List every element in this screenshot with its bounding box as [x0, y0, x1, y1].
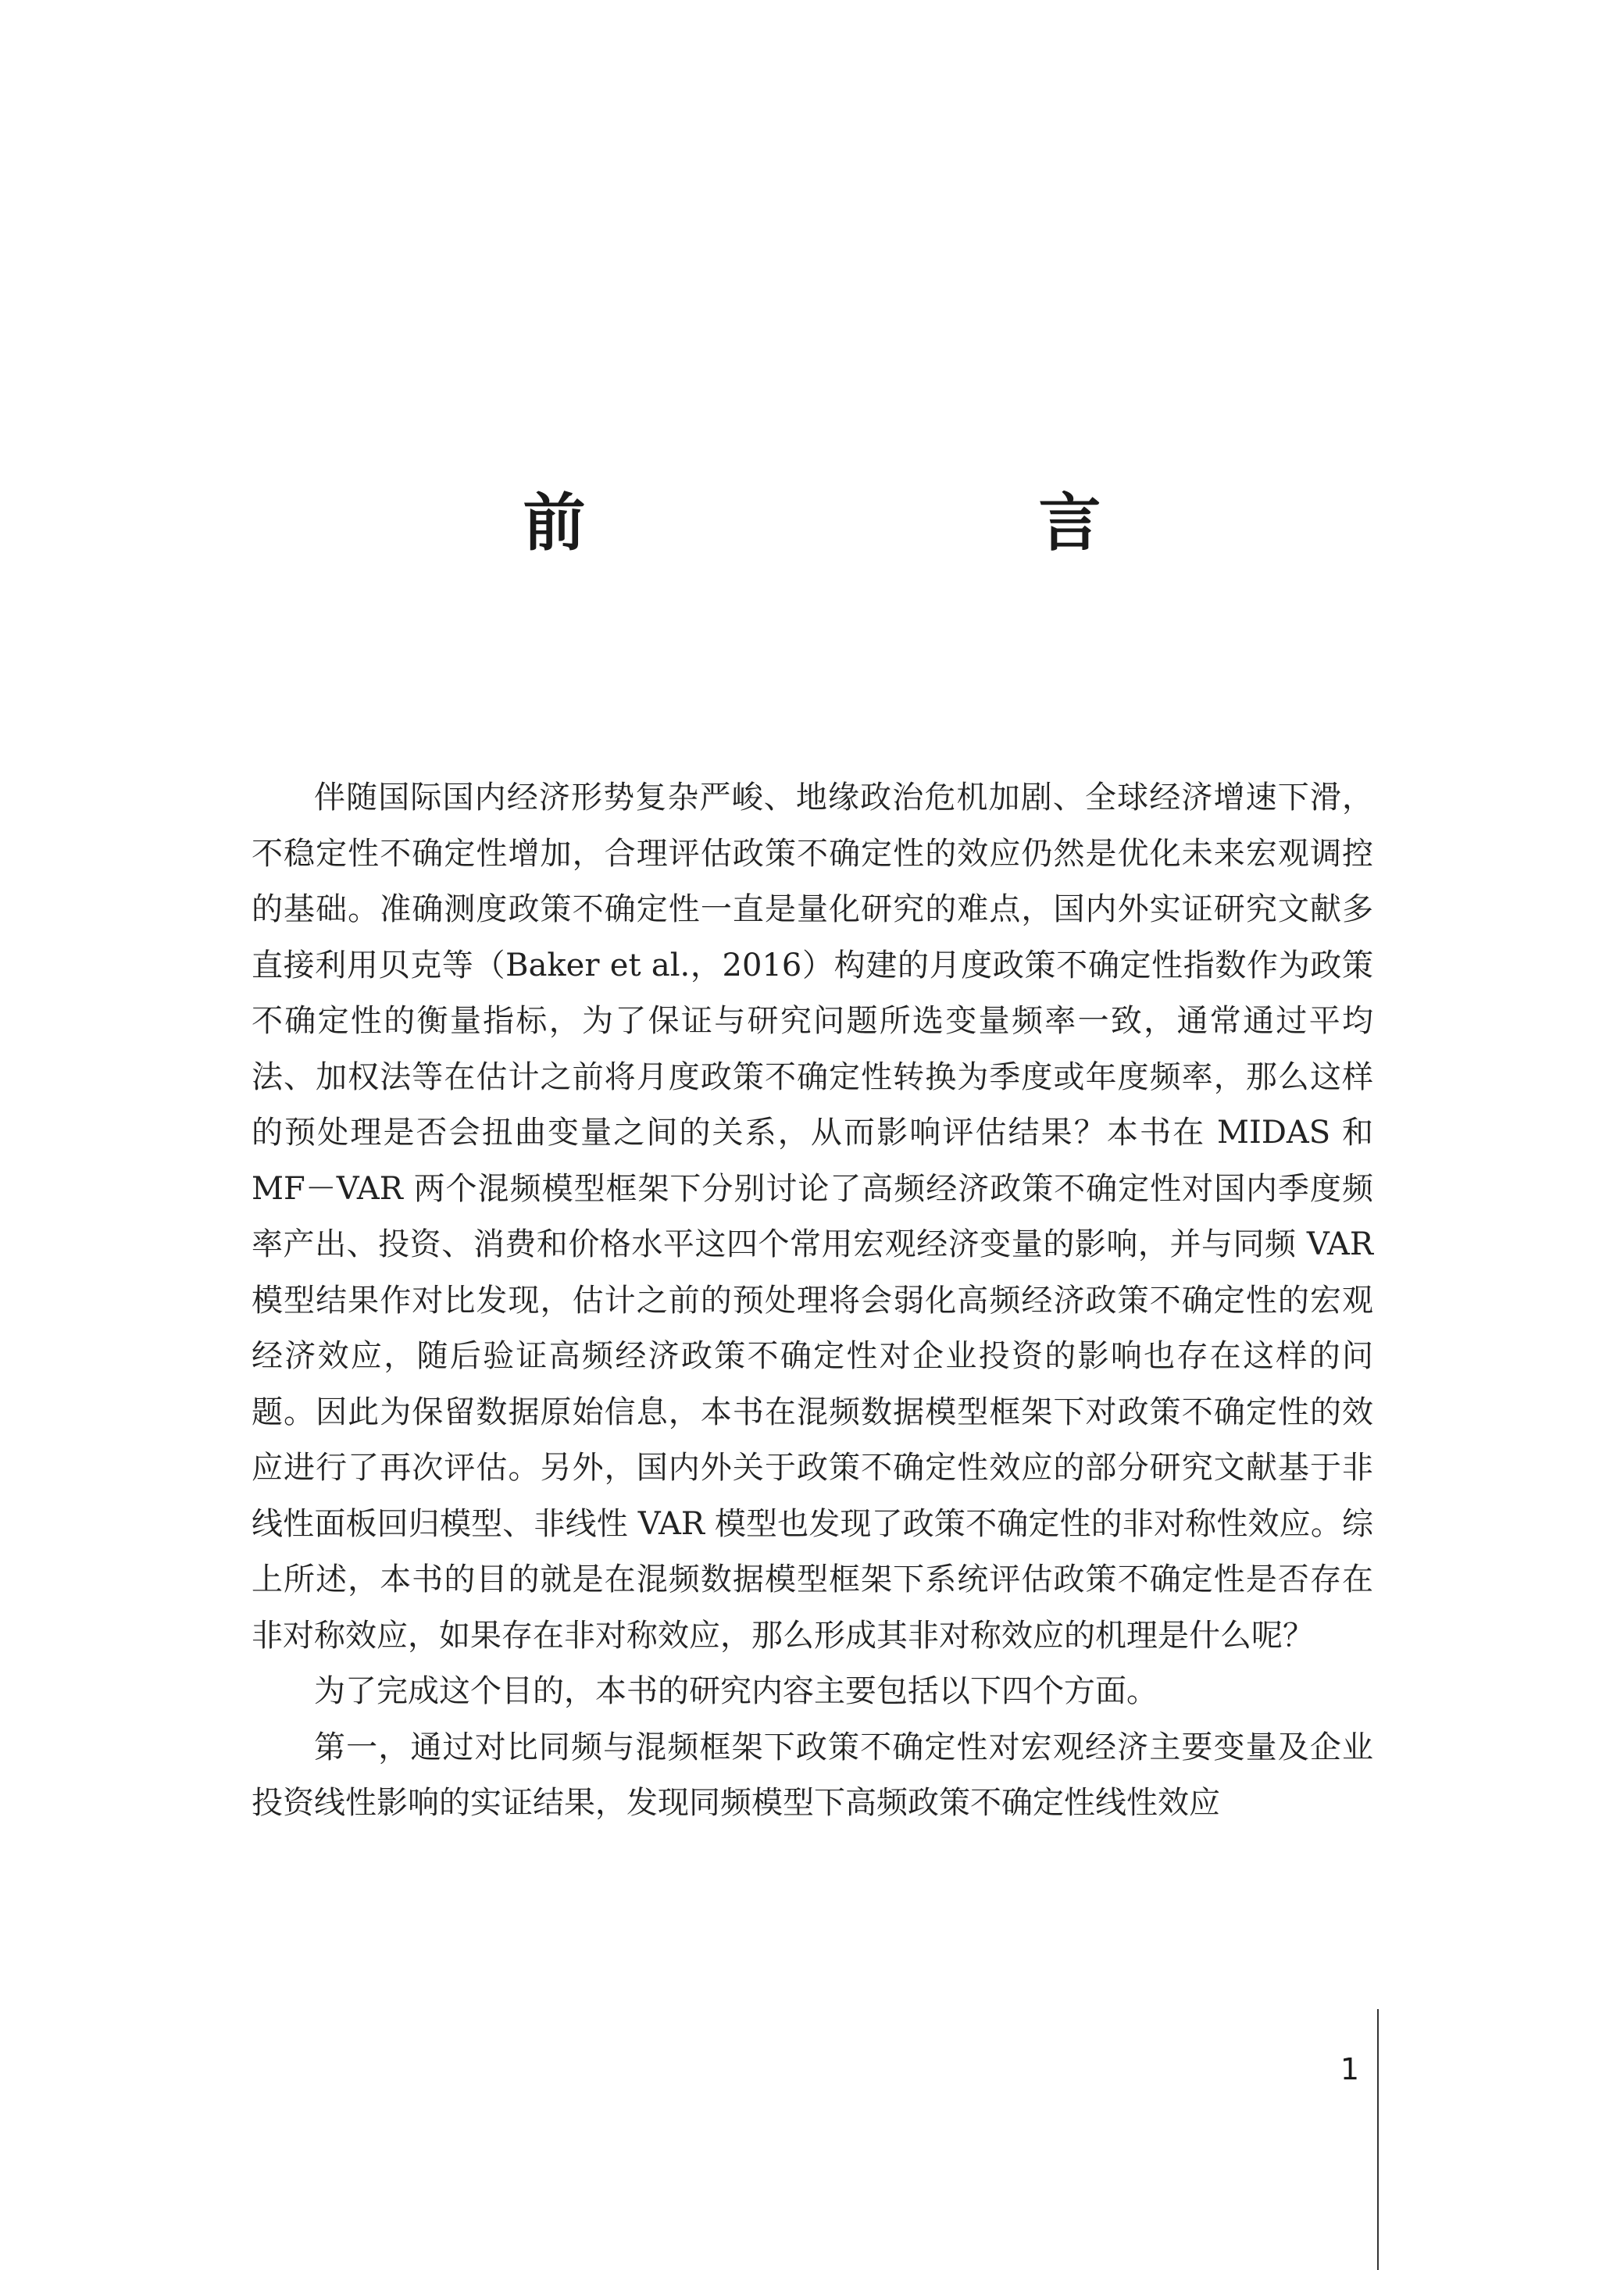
- margin-rule: [1377, 2009, 1379, 2270]
- paragraph-1: 伴随国际国内经济形势复杂严峻、地缘政治危机加剧、全球经济增速下滑，不稳定性不确定性增加，合理评估政策不确定性的效应仍然是优化未来宏观调控的基础。准确测度政策不确定性一直是量化研究的难点，国内外实证研究文献多直接利用贝克等（Baker et al.，2016）构建的月度政策不确定性指数作为政策不确定性的衡量指标，为了保证与研究问题所选变量频率一致，通常通过平均法、加权法等在估计之前将月度政策不确定性转换为季度或年度频率，那么这样的预处理是否会扭曲变量之间的关系，从而影响评估结果？本书在 MIDAS 和 MF－VAR 两个混频模型框架下分别讨论了高频经济政策不确定性对国内季度频率产出、投资、消费和价格水平这四个常用宏观经济变量的影响，并与同频 VAR 模型结果作对比发现，估计之前的预处理将会弱化高频经济政策不确定性的宏观经济效应，随后验证高频经济政策不确定性对企业投资的影响也存在这样的问题。因此为保留数据原始信息，本书在混频数据模型框架下对政策不确定性的效应进行了再次评估。另外，国内外关于政策不确定性效应的部分研究文献基于非线性面板回归模型、非线性 VAR 模型也发现了政策不确定性的非对称性效应。综上所述，本书的目的就是在混频数据模型框架下系统评估政策不确定性是否存在非对称效应，如果存在非对称效应，那么形成其非对称效应的机理是什么呢？: [252, 780, 1373, 1654]
- paragraph-2: 为了完成这个目的，本书的研究内容主要包括以下四个方面。: [314, 1673, 1158, 1709]
- page-title: 前 言: [523, 487, 1211, 559]
- body-text: [252, 770, 1373, 1832]
- page-number: 1: [1340, 2052, 1359, 2086]
- paragraph-3: 第一，通过对比同频与混频框架下政策不确定性对宏观经济主要变量及企业投资线性影响的实证结果，发现同频模型下高频政策不确定性线性效应: [252, 1729, 1373, 1821]
